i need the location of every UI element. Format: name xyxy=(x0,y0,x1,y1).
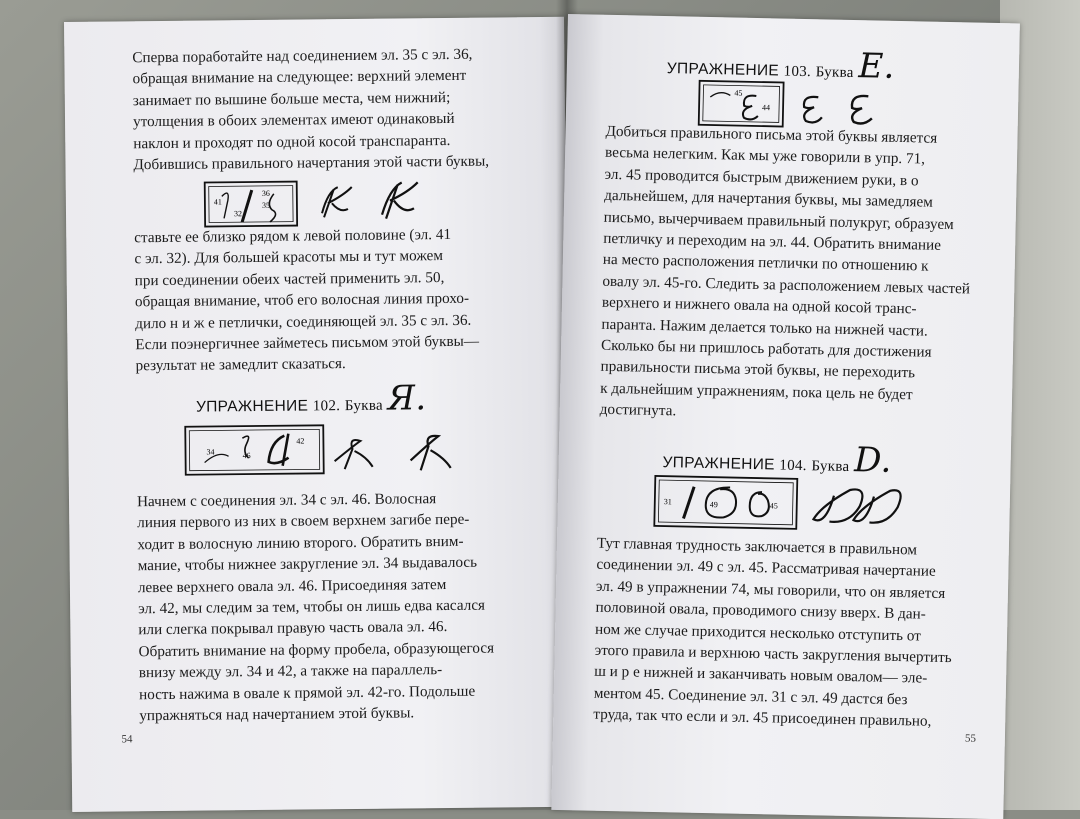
text-line: ходит в волосную линию второго. Обратить вним- xyxy=(137,532,464,554)
text-line: Обратить внимание на форму пробела, образующегося xyxy=(138,639,495,661)
text-line: Сколько бы ни пришлось работать для достижения xyxy=(600,336,932,361)
text-line: Начнем с соединения эл. 34 с эл. 46. Волосная xyxy=(136,490,437,511)
text-line: на место расположения петлички по отношению к xyxy=(602,251,929,276)
plate-label: 49 xyxy=(709,500,718,510)
plate-label: 46 xyxy=(242,451,251,461)
text-line: левее верхнего овала эл. 46. Присоединяя затем xyxy=(137,575,447,596)
left-paragraph-top xyxy=(132,43,521,175)
right-page xyxy=(551,14,1020,819)
plate-label: 32 xyxy=(233,209,243,219)
heading-number: 103. xyxy=(783,63,812,81)
text-line: с эл. 32). Для большей красоты мы и тут можем xyxy=(134,247,444,268)
plate-label: 35 xyxy=(261,200,270,210)
left-paragraph-low xyxy=(137,487,527,727)
text-line: овалу эл. 45-го. Следить за расположением левых частей xyxy=(602,272,971,298)
left-page xyxy=(64,17,572,812)
text-line: ментом 45. Соединение эл. 31 с эл. 49 дастся без xyxy=(593,684,908,709)
left-paragraph-mid xyxy=(134,223,524,377)
text-line: достигнута. xyxy=(599,401,677,420)
text-line: весьма нелегким. Как мы уже говорили в упр. 71, xyxy=(604,144,926,168)
plate-label: 36 xyxy=(261,188,270,198)
letter-ya-plate xyxy=(184,420,475,488)
heading-word: УПРАЖНЕНИЕ xyxy=(195,397,309,416)
text-line: утолщения в обоих элементах имеют одинаковый xyxy=(132,110,455,131)
text-line: труда, так что если и эл. 45 присоединен правильно, xyxy=(593,705,932,731)
plate-label: 31 xyxy=(663,497,672,507)
text-line: занимает по вышине больше места, чем нижний; xyxy=(132,88,451,110)
plate-label: 41 xyxy=(213,197,222,207)
heading-word: Буква xyxy=(811,458,850,475)
heading-word: УПРАЖНЕНИЕ xyxy=(662,454,775,474)
text-line: ность нажима в овале к прямой эл. 42-го. Подольше xyxy=(138,682,476,703)
text-line: Добившись правильного начертания этой части буквы, xyxy=(133,152,490,174)
text-line: результат не замедлит сказаться. xyxy=(135,355,346,375)
text-line: половиной овала, проводимого снизу вверх. В дан- xyxy=(595,598,926,623)
page-number-left: 54 xyxy=(121,733,133,746)
text-line: Добиться правильного письма этой буквы является xyxy=(605,122,938,147)
exercise-102-heading xyxy=(196,378,427,420)
text-line: ш и р е нижней и заканчивать новым овалом— эле- xyxy=(594,663,928,688)
text-line: верхнего и нижнего овала на одной косой транс- xyxy=(601,294,917,318)
text-line: дальнейшем, для начертания буквы, мы замедляем xyxy=(604,187,934,211)
heading-letter: Я. xyxy=(387,378,427,419)
text-line: эл. 49 в упражнении 74, мы говорили, что он является xyxy=(595,577,946,602)
text-line: соединении эл. 49 с эл. 45. Рассматривая начертание xyxy=(596,556,936,581)
text-line: письмо, вычерчиваем правильный полукруг, образуем xyxy=(603,208,954,233)
text-line: ном же случае приходится несколько отступить от xyxy=(594,620,922,645)
text-line: этого правила и верхнюю часть закругления вычертить xyxy=(594,641,952,667)
text-line: правильности письма этой буквы, не переходить xyxy=(600,358,916,382)
text-line: дило н и ж е петлички, соединяющей эл. 35 с эл. 36. xyxy=(135,311,472,332)
text-line: Сперва поработайте над соединением эл. 35 с эл. 36, xyxy=(132,45,473,67)
text-line: обращая внимание на следующее: верхний элемент xyxy=(132,67,467,88)
text-line: ставьте ее близко рядом к левой половине (эл. 41 xyxy=(134,225,452,247)
text-line: или слегка покрывал правую часть овала эл. 46. xyxy=(138,618,448,639)
plate-label: 45 xyxy=(734,88,743,98)
heading-word: УПРАЖНЕНИЕ xyxy=(666,60,780,80)
letter-d-plate xyxy=(653,472,904,542)
right-paragraph-mid xyxy=(599,121,995,429)
text-line: Тут главная трудность заключается в правильном xyxy=(596,534,918,559)
text-line: эл. 45 проводится быстрым движением руки, в о xyxy=(604,165,919,190)
right-paragraph-low xyxy=(593,533,987,734)
heading-number: 104. xyxy=(779,457,807,475)
heading-letter: D. xyxy=(853,440,893,481)
letter-ya-illustration xyxy=(184,420,475,483)
text-line: наклон и проходят по одной косой транспаранта. xyxy=(133,131,451,152)
text-line: линия первого из них в своем верхнем загибе пере- xyxy=(137,511,470,532)
text-line: при соединении обеих частей применить эл. 50, xyxy=(134,268,445,290)
plate-label: 44 xyxy=(761,103,771,113)
text-line: мание, чтобы нижнее закругление эл. 34 выдавалось xyxy=(137,553,478,575)
letter-d-illustration xyxy=(653,472,904,537)
plate-label: 42 xyxy=(296,436,305,446)
text-line: к дальнейшим упражнениям, пока цель не будет xyxy=(599,379,913,404)
text-line: внизу между эл. 34 и 42, а также на параллель- xyxy=(138,661,443,682)
plate-label: 34 xyxy=(206,447,215,457)
text-line: упражняться над начертанием этой буквы. xyxy=(139,704,415,725)
text-line: обращая внимание, чтоб его волосная линия прохо- xyxy=(134,289,470,311)
page-number-right: 55 xyxy=(964,732,977,745)
heading-word: Буква xyxy=(344,397,384,415)
text-line: Если поэнергичнее займетесь письмом этой буквы— xyxy=(135,332,480,354)
heading-number: 102. xyxy=(312,398,341,415)
heading-word: Буква xyxy=(815,64,854,81)
text-line: паранта. Нажим делается только на нижней части. xyxy=(601,315,928,340)
text-line: эл. 42, мы следим за тем, чтобы он лишь едва касался xyxy=(138,596,486,618)
plate-label: 45 xyxy=(769,501,778,511)
text-line: петличку и переходим на эл. 44. Обратить внимание xyxy=(603,229,942,254)
heading-letter: Е. xyxy=(858,46,896,87)
